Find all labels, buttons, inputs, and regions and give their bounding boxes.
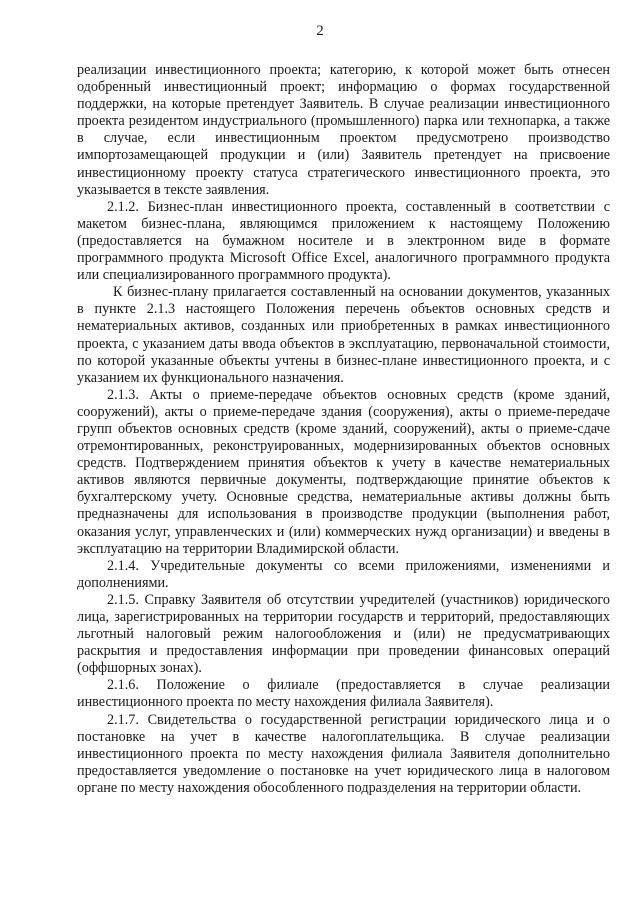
paragraph-2-1-7: 2.1.7. Свидетельства о государственной регистрации юридического лица и о постановке на учет в качестве налогоплательщика. В случае реализации инвестиционного проекта по месту нахождения филиала Заявителя дополнительно предоставляется уведомление о постановке на учет юридического лица в налоговом органе по месту нахождения обособленного подразделения на территории области. <box>77 711 610 796</box>
page-number: 2 <box>316 23 324 39</box>
paragraph-2-1-2: 2.1.2. Бизнес-план инвестиционного проекта, составленный в соответствии с макетом бизнес-плана, являющимся приложением к настоящему Положению (предоставляется на бумажном носителе и в электронном виде в формате программного продукта Microsoft Office Excel, аналогичного программного продукта или специализированного программного продукта). <box>77 198 610 284</box>
paragraph-2-1-4: 2.1.4. Учредительные документы со всеми приложениями, изменениями и дополнениями. <box>77 557 610 591</box>
document-body <box>77 62 610 797</box>
paragraph-continuation: реализации инвестиционного проекта; категорию, к которой может быть отнесен одобренный инвестиционный проект; информацию о формах государственной поддержки, на которые претендует Заявитель. В случае реализации инвестиционного проекта резидентом индустриального (промышленного) парка или технопарка, а также в случае, если инвестиционным проектом предусмотрено производство импортозамещающей продукции и (или) Заявитель претендует на присвоение инвестиционному проекту статуса стратегического инвестиционного проекта, это указывается в тексте заявления. <box>77 62 610 198</box>
paragraph-business-plan-attachment: К бизнес-плану прилагается составленный на основании документов, указанных в пункте 2.1.3 настоящего Положения перечень объектов основных средств и нематериальных активов, созданных или приобретенных в рамках инвестиционного проекта, с указанием даты ввода объектов в эксплуатацию, первоначальной стоимости, по которой указанные объекты учтены в бизнес-плане инвестиционного проекта, и с указанием их функционального назначения. <box>77 284 610 386</box>
paragraph-2-1-3: 2.1.3. Акты о приеме-передаче объектов основных средств (кроме зданий, сооружений), акты о приеме-передаче здания (сооружения), акты о приеме-передаче групп объектов основных средств (кроме зданий, сооружений), акты о приеме-сдаче отремонтированных, реконструированных, модернизированных объектов основных средств. Подтверждением принятия объектов к учету в качестве нематериальных активов являются первичные документы, подтверждающие принятие объектов к бухгалтерскому учету. Основные средства, нематериальные активы должны быть предназначены для использования в производстве продукции (выполнения работ, оказания услуг, управленческих и (или) коммерческих нужд организации) и введены в эксплуатацию на территории Владимирской области. <box>77 386 610 557</box>
paragraph-2-1-6: 2.1.6. Положение о филиале (предоставляется в случае реализации инвестиционного проекта по месту нахождения филиала Заявителя). <box>77 677 610 711</box>
paragraph-2-1-5: 2.1.5. Справку Заявителя об отсутствии учредителей (участников) юридического лица, зарегистрированных на территории государств и территорий, предоставляющих льготный налоговый режим налогообложения и (или) не предусматривающих раскрытия и предоставления информации при проведении финансовых операций (оффшорных зонах). <box>77 591 610 677</box>
